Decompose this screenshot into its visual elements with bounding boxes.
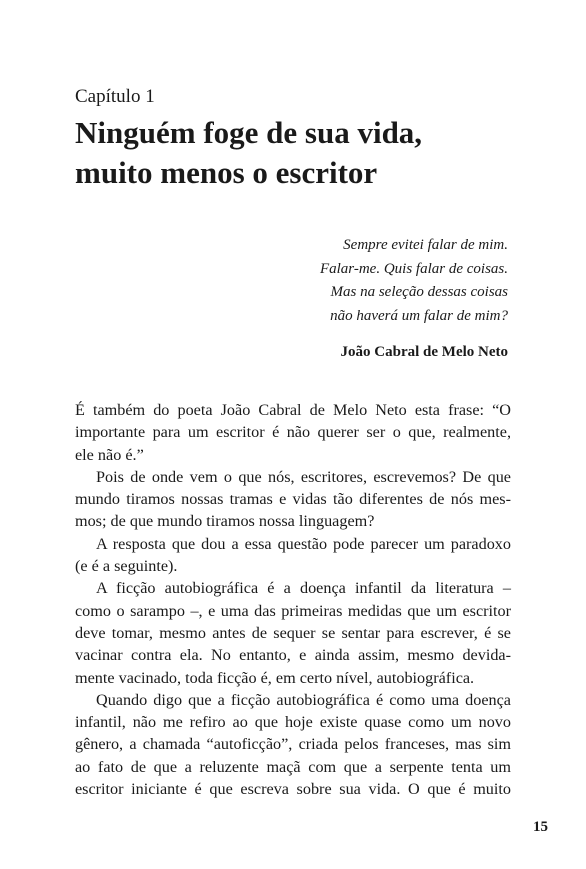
body-line: mos; de que mundo tiramos nossa linguagem? <box>75 512 375 531</box>
body-line: como o sarampo –, e uma das primeiras medidas que um escritor <box>75 601 511 620</box>
epigraph-author: João Cabral de Melo Neto <box>340 344 508 360</box>
epigraph-line: Mas na seleção dessas coisas <box>330 284 508 300</box>
body-line: infantil, não me refiro ao que hoje existe quase como um novo <box>75 713 511 732</box>
epigraph-line: Sempre evitei falar de mim. <box>343 237 508 253</box>
body-line: Quando digo que a ficção autobiográfica é como uma doença <box>96 690 511 709</box>
body-line: importante para um escritor é não querer ser o que, realmente, <box>75 423 511 442</box>
epigraph-line: não haverá um falar de mim? <box>330 307 508 324</box>
body-line: A ficção autobiográfica é a doença infantil da literatura – <box>96 579 511 598</box>
body-line: mente vacinado, toda ficção é, em certo nível, autobiográfica. <box>75 668 475 687</box>
chapter-title-line: muito menos o escritor <box>75 155 378 190</box>
epigraph-line: Falar-me. Quis falar de coisas. <box>319 260 508 277</box>
chapter-title <box>75 113 535 193</box>
body-line: Pois de onde vem o que nós, escritores, escrevemos? De que <box>96 467 511 486</box>
page-number: 15 <box>533 819 548 835</box>
epigraph <box>320 234 508 328</box>
chapter-title-line: Ninguém foge de sua vida, <box>75 115 423 150</box>
body-line: deve tomar, mesmo antes de sequer se sentar para escrever, é se <box>75 623 511 642</box>
body-line: ele não é.” <box>75 445 144 464</box>
body-line: A resposta que dou a essa questão pode parecer um paradoxo <box>96 534 511 553</box>
body-line: (e é a seguinte). <box>75 557 178 576</box>
body-line: gênero, a chamada “autoficção”, criada pelos franceses, mas sim <box>75 735 511 754</box>
body-line: É também do poeta João Cabral de Melo Neto esta frase: “O <box>75 401 511 419</box>
body-line: mundo tiramos nossas tramas e vidas tão diferentes de nós mes- <box>75 490 511 509</box>
body-line: escritor iniciante é que escreva sobre sua vida. O que é muito <box>75 780 511 799</box>
chapter-label: Capítulo 1 <box>75 86 155 107</box>
body-text <box>75 399 511 800</box>
body-line: ao fato de que a reluzente maçã com que a serpente tenta um <box>75 757 511 776</box>
body-line: vacinar contra ela. No entanto, e ainda assim, mesmo devida- <box>75 646 511 665</box>
